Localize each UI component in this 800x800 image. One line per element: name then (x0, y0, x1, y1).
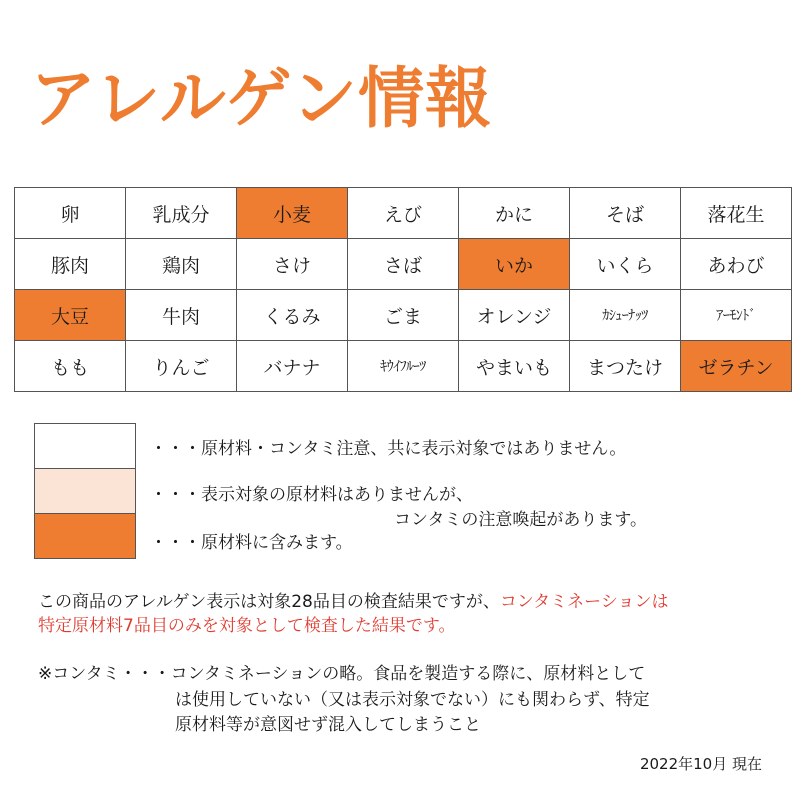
definition-line-1: ※コンタミ・・・コンタミネーションの略。食品を製造する際に、原材料として (38, 664, 646, 684)
legend-none-text: ・・・原材料・コンタミ注意、共に表示対象ではありません。 (150, 439, 627, 459)
notice-line-2: 特定原材料7品目のみを対象として検査した結果です。 (38, 616, 456, 636)
legend-swatches (34, 423, 136, 559)
definition-line-2: は使用していない（又は表示対象でない）にも関わらず、特定 (175, 690, 650, 710)
allergen-cell: 落花生 (681, 188, 792, 239)
allergen-cell: 豚肉 (15, 239, 126, 290)
allergen-cell: 乳成分 (126, 188, 237, 239)
allergen-row (15, 239, 792, 290)
allergen-cell: 卵 (15, 188, 126, 239)
allergen-cell: あわび (681, 239, 792, 290)
allergen-cell: いくら (570, 239, 681, 290)
allergen-cell: くるみ (237, 290, 348, 341)
legend-swatch-contains (34, 513, 136, 559)
allergen-row (15, 290, 792, 341)
allergen-row (15, 341, 792, 392)
as-of-date: 2022年10月 現在 (639, 755, 762, 773)
allergen-cell: ｱｰﾓﾝﾄﾞ (681, 290, 792, 341)
allergen-cell: りんご (126, 341, 237, 392)
allergen-cell: 牛肉 (126, 290, 237, 341)
legend-contamination-text-1: ・・・表示対象の原材料はありませんが、 (150, 485, 473, 505)
allergen-cell: ｷｳｲﾌﾙｰﾂ (348, 341, 459, 392)
allergen-cell: やまいも (459, 341, 570, 392)
notice-text-black: この商品のアレルゲン表示は対象28品目の検査結果ですが、 (38, 592, 500, 612)
legend-contains-text: ・・・原材料に含みます。 (150, 533, 353, 553)
allergen-cell: バナナ (237, 341, 348, 392)
allergen-table (14, 187, 792, 392)
definition-line-3: 原材料等が意図せず混入してしまうこと (175, 715, 481, 735)
allergen-cell: 小麦 (237, 188, 348, 239)
legend-swatch-contamination (34, 468, 136, 514)
allergen-cell: オレンジ (459, 290, 570, 341)
allergen-cell: まつたけ (570, 341, 681, 392)
allergen-cell: かに (459, 188, 570, 239)
notice-line-1 (38, 587, 669, 612)
allergen-cell: ゼラチン (681, 341, 792, 392)
allergen-cell: いか (459, 239, 570, 290)
allergen-cell: そば (570, 188, 681, 239)
allergen-cell: もも (15, 341, 126, 392)
allergen-cell: 鶏肉 (126, 239, 237, 290)
allergen-cell: 大豆 (15, 290, 126, 341)
allergen-cell: ｶｼｭｰﾅｯﾂ (570, 290, 681, 341)
allergen-cell: さば (348, 239, 459, 290)
page-title: アレルゲン情報 (30, 60, 493, 137)
legend-contamination-text-2: コンタミの注意喚起があります。 (394, 510, 647, 530)
allergen-row (15, 188, 792, 239)
notice-text-red: コンタミネーションは (499, 592, 669, 612)
legend-swatch-none (34, 423, 136, 469)
allergen-cell: えび (348, 188, 459, 239)
allergen-cell: ごま (348, 290, 459, 341)
allergen-cell: さけ (237, 239, 348, 290)
